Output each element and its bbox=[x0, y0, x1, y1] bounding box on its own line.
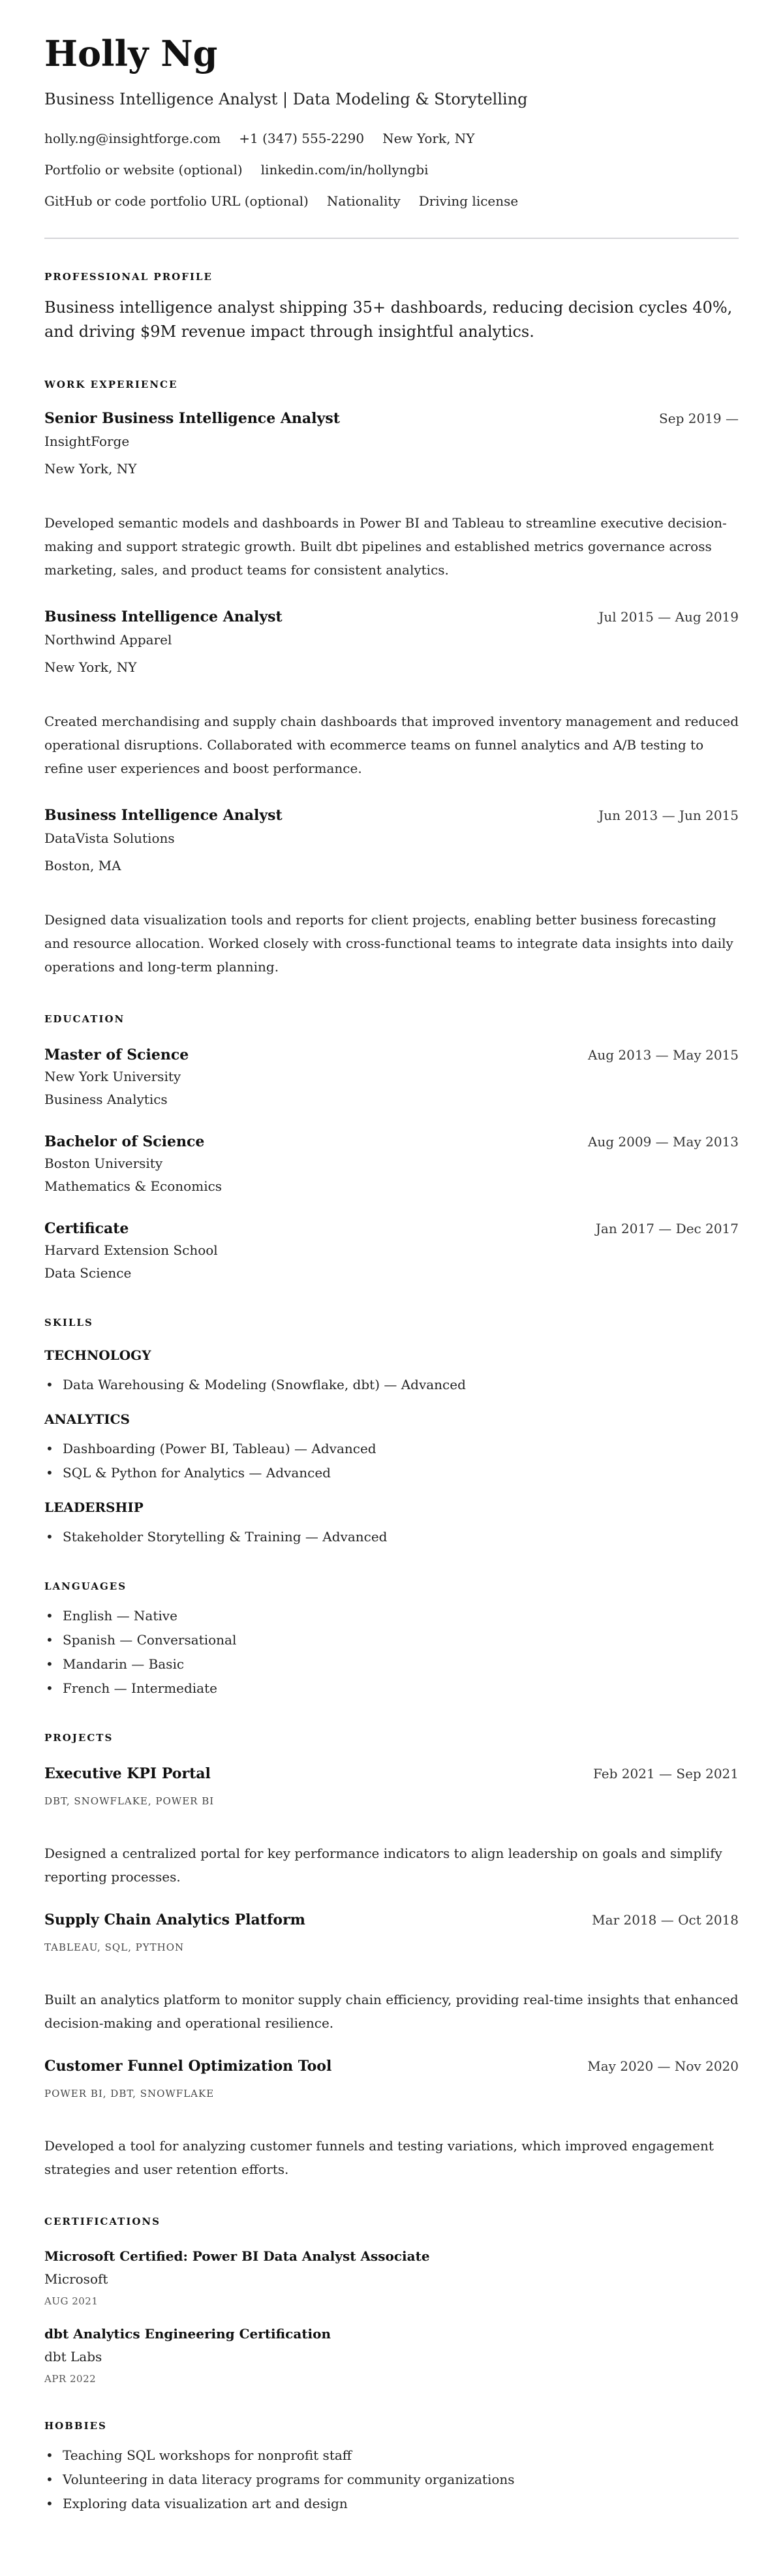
job-title: Business Intelligence Analyst bbox=[44, 807, 283, 824]
nationality: Nationality bbox=[326, 193, 401, 209]
education-header bbox=[44, 1045, 739, 1065]
skill-list bbox=[44, 1439, 739, 1482]
education-entry bbox=[44, 1132, 739, 1195]
section-title-projects: PROJECTS bbox=[44, 1732, 114, 1744]
field-of-study: Data Science bbox=[44, 1265, 132, 1281]
skill-item: • Data Warehousing & Modeling (Snowflake, dbt) — Advanced bbox=[44, 1375, 739, 1394]
degree: Master of Science bbox=[44, 1046, 189, 1063]
email-link[interactable]: holly.ng@insightforge.com bbox=[44, 131, 221, 146]
field-of-study: Mathematics & Economics bbox=[44, 1178, 223, 1194]
job-entry bbox=[44, 409, 739, 582]
project-dates: Feb 2021 — Sep 2021 bbox=[593, 1766, 739, 1782]
project-header bbox=[44, 1910, 739, 1930]
section-title-certifications: CERTIFICATIONS bbox=[44, 2216, 161, 2227]
job-description: Created merchandising and supply chain dashboards that improved inventory management and reduced operational disruptions. Collaborated with ecommerce teams on funnel analytics and A/B testing to refine user experiences and boost performance. bbox=[44, 714, 739, 776]
skill-category: ANALYTICS bbox=[44, 1411, 130, 1427]
certification-issuer: Microsoft bbox=[44, 2271, 108, 2287]
school: New York University bbox=[44, 1069, 181, 1084]
headline: Business Intelligence Analyst | Data Modeling & Storytelling bbox=[44, 90, 528, 108]
education-dates: Aug 2009 — May 2013 bbox=[587, 1134, 739, 1150]
certification-entry bbox=[44, 2248, 739, 2308]
skill-list bbox=[44, 1528, 739, 1546]
project-entry bbox=[44, 1764, 739, 1889]
language-item: • French — Intermediate bbox=[44, 1679, 739, 1697]
project-name: Customer Funnel Optimization Tool bbox=[44, 2058, 332, 2075]
project-header bbox=[44, 1764, 739, 1783]
certification-entry bbox=[44, 2325, 739, 2385]
project-name: Supply Chain Analytics Platform bbox=[44, 1911, 305, 1928]
section-title-languages: LANGUAGES bbox=[44, 1580, 127, 1592]
education-dates: Aug 2013 — May 2015 bbox=[587, 1047, 739, 1063]
certification-date: APR 2022 bbox=[44, 2373, 97, 2385]
certification-date: AUG 2021 bbox=[44, 2295, 99, 2307]
skill-item: • Dashboarding (Power BI, Tableau) — Advanced bbox=[44, 1439, 739, 1458]
school: Boston University bbox=[44, 1155, 163, 1171]
project-description: Designed a centralized portal for key performance indicators to align leadership on goals and simplify reporting processes. bbox=[44, 1846, 722, 1885]
skill-category: LEADERSHIP bbox=[44, 1500, 144, 1515]
project-tags: POWER BI, DBT, SNOWFLAKE bbox=[44, 2088, 215, 2099]
certification-name: dbt Analytics Engineering Certification bbox=[44, 2326, 331, 2342]
education-entry bbox=[44, 1045, 739, 1108]
phone: +1 (347) 555-2290 bbox=[239, 131, 365, 146]
section-title-education: EDUCATION bbox=[44, 1013, 125, 1025]
project-name: Executive KPI Portal bbox=[44, 1765, 211, 1782]
portfolio-link[interactable]: Portfolio or website (optional) bbox=[44, 162, 243, 178]
project-description: Developed a tool for analyzing customer funnels and testing variations, which improved engagement strategies and user retention efforts. bbox=[44, 2138, 714, 2177]
job-company: DataVista Solutions bbox=[44, 830, 175, 846]
contact-row bbox=[44, 129, 739, 148]
hobby-item: • Volunteering in data literacy programs for community organizations bbox=[44, 2470, 739, 2489]
job-dates: Jul 2015 — Aug 2019 bbox=[598, 609, 739, 625]
project-header bbox=[44, 2056, 739, 2076]
job-dates: Sep 2019 — bbox=[659, 411, 739, 426]
skill-list bbox=[44, 1375, 739, 1394]
section-title-hobbies: HOBBIES bbox=[44, 2420, 107, 2432]
contact-row bbox=[44, 161, 739, 179]
job-header bbox=[44, 806, 739, 825]
project-entry bbox=[44, 2056, 739, 2181]
degree: Certificate bbox=[44, 1220, 129, 1237]
job-description: Developed semantic models and dashboards in Power BI and Tableau to streamline executive decision-making and support strategic growth. Built dbt pipelines and established metrics governance across marketing, sales, and product teams for consistent analytics. bbox=[44, 515, 727, 578]
location: New York, NY bbox=[382, 131, 475, 146]
language-item: • Mandarin — Basic bbox=[44, 1655, 739, 1673]
job-location: New York, NY bbox=[44, 659, 137, 675]
project-description: Built an analytics platform to monitor supply chain efficiency, providing real-time insights that enhanced decision-making and operational resilience. bbox=[44, 1992, 739, 2031]
job-location: Boston, MA bbox=[44, 858, 121, 873]
certification-issuer: dbt Labs bbox=[44, 2349, 102, 2364]
job-header bbox=[44, 607, 739, 627]
project-tags: TABLEAU, SQL, PYTHON bbox=[44, 1941, 185, 1953]
skill-item: • SQL & Python for Analytics — Advanced bbox=[44, 1464, 739, 1482]
project-dates: May 2020 — Nov 2020 bbox=[587, 2058, 739, 2074]
project-entry bbox=[44, 1910, 739, 2035]
school: Harvard Extension School bbox=[44, 1242, 218, 1258]
job-company: InsightForge bbox=[44, 433, 130, 449]
candidate-name: Holly Ng bbox=[44, 33, 218, 74]
resume-page bbox=[0, 33, 783, 2513]
skill-item: • Stakeholder Storytelling & Training — Advanced bbox=[44, 1528, 739, 1546]
project-tags: DBT, SNOWFLAKE, POWER BI bbox=[44, 1795, 215, 1807]
profile-summary: Business intelligence analyst shipping 35+ dashboards, reducing decision cycles 40%, and driving $9M revenue impact through insightful analytics. bbox=[44, 298, 733, 341]
degree: Bachelor of Science bbox=[44, 1133, 205, 1150]
education-entry bbox=[44, 1219, 739, 1282]
education-dates: Jan 2017 — Dec 2017 bbox=[595, 1221, 739, 1236]
hobby-item: • Exploring data visualization art and design bbox=[44, 2494, 739, 2513]
section-title-experience: WORK EXPERIENCE bbox=[44, 379, 178, 390]
certification-name: Microsoft Certified: Power BI Data Analyst Associate bbox=[44, 2248, 430, 2264]
job-company: Northwind Apparel bbox=[44, 632, 172, 648]
project-dates: Mar 2018 — Oct 2018 bbox=[592, 1912, 739, 1928]
header-divider bbox=[44, 238, 739, 239]
job-dates: Jun 2013 — Jun 2015 bbox=[598, 808, 739, 823]
language-item: • Spanish — Conversational bbox=[44, 1631, 739, 1649]
hobby-item: • Teaching SQL workshops for nonprofit staff bbox=[44, 2446, 739, 2464]
job-entry bbox=[44, 806, 739, 979]
job-description: Designed data visualization tools and reports for client projects, enabling better business forecasting and resource allocation. Worked closely with cross-functional teams to integrate data insights into daily operations and long-term planning. bbox=[44, 912, 733, 975]
languages-list bbox=[44, 1607, 739, 1697]
job-title: Business Intelligence Analyst bbox=[44, 608, 283, 625]
driving-license: Driving license bbox=[418, 193, 519, 209]
github-link[interactable]: GitHub or code portfolio URL (optional) bbox=[44, 193, 309, 209]
linkedin-link[interactable]: linkedin.com/in/hollyngbi bbox=[260, 162, 429, 178]
job-entry bbox=[44, 607, 739, 780]
job-header bbox=[44, 409, 739, 428]
contact-row bbox=[44, 192, 739, 210]
section-title-profile: PROFESSIONAL PROFILE bbox=[44, 271, 213, 283]
skill-category: TECHNOLOGY bbox=[44, 1347, 151, 1363]
language-item: • English — Native bbox=[44, 1607, 739, 1625]
education-header bbox=[44, 1219, 739, 1238]
job-title: Senior Business Intelligence Analyst bbox=[44, 410, 340, 427]
job-location: New York, NY bbox=[44, 461, 137, 477]
education-header bbox=[44, 1132, 739, 1152]
section-title-skills: SKILLS bbox=[44, 1317, 93, 1328]
field-of-study: Business Analytics bbox=[44, 1092, 168, 1107]
hobbies-list bbox=[44, 2446, 739, 2513]
